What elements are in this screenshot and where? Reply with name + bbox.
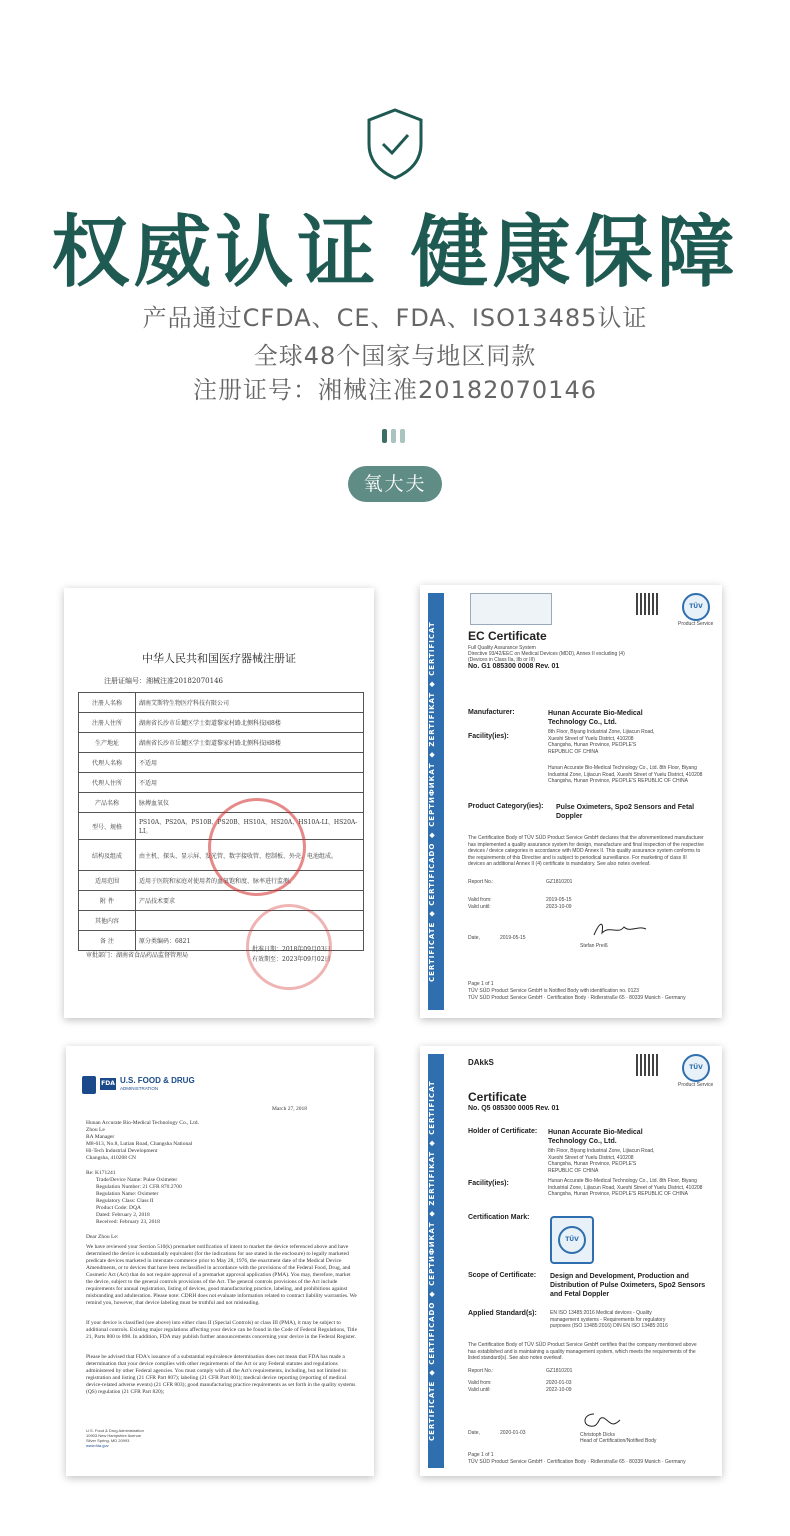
fda-logo: FDA U.S. FOOD & DRUG ADMINISTRATION — [82, 1076, 222, 1094]
accreditation-logo — [470, 593, 552, 625]
cn-cert-valid-date: 有效期至：2023年09月02日 — [252, 956, 331, 963]
cn-cert-table: 注册人名称 湖南艾斯特生物医疗科技有限公司 注册人住所 湖南省长沙市岳麓区学士街道黎家村路北侧科技园8楼 生产地址 湖南省长沙市岳麓区学士街道黎家村路北侧科技园8楼 代理人名称 不适用 代理人住所 不适用 产品名称 脉搏血氧仪 型号、规格 PS10A、PS20A、PS10B、PS20B、HS10A、HS20A、HS10A-LI、HS20A-LI。 结构及组成 由主机、探头、显示屏、发光管、数字接收管、控制板、外壳、电池组成。 适用范围 适用于医院和家庭对使用者的血氧饱和度、脉率进行监测。 附 件 产品技术要求 其他内容 备 注 原分类编码：6821 — [78, 692, 364, 951]
qr-code-icon — [636, 593, 658, 615]
cert-line: 产品通过CFDA、CE、FDA、ISO13485认证 — [142, 304, 648, 332]
dakks-logo: DAkkS — [468, 1058, 494, 1067]
fda-device-details: Trade/Device Name: Pulse Oximeter Regulation Number: 21 CFR 870.2700 Regulation Name: Oximeter Regulatory Class: Class II Product Code: DQA Dated: February 2, 2018 Received: February 23, 2018 — [96, 1177, 182, 1225]
certification-mark-icon: TÜV — [550, 1216, 594, 1264]
iso-cert-title: Certificate — [468, 1090, 527, 1104]
cn-cert-reg-no: 注册证编号：湘械注准20182070146 — [104, 677, 223, 685]
fda-footer: U.S. Food & Drug Administration 10903 New Hampshire Avenue Silver Spring, MD 20993 www.fda.gov — [86, 1428, 144, 1448]
divider-bars — [380, 428, 407, 447]
tuv-logo-icon: TÜV — [682, 593, 710, 621]
shield-check-icon — [365, 108, 425, 180]
red-seal-icon — [208, 798, 306, 896]
ec-cert-number: No. G1 085300 0008 Rev. 01 — [468, 663, 560, 670]
iso-cert-number: No. Q5 085300 0005 Rev. 01 — [468, 1105, 560, 1112]
ec-cert-title: EC Certificate — [468, 629, 547, 643]
ec-certificate: CERTIFICATE ◆ CERTIFICADO ◆ СЕРТИФИКАТ ◆ ZERTIFIKAT ◆ CERTIFICAT TÜV Product Service EC Certificate Full Quality Assurance System Directive 93/42/EEC on Medical Devices (MDD), Annex II excluding (4) (Devices in Class IIa, IIb or III) No. G1 085300 0008 Rev. 01 Manufacturer: Hunan Accurate Bio-Medical Technology Co., Ltd. 8th Floor, Biyang Industrial Zone, Lijiacun Road, Xueshi Street of Yuelu District, 410208 Changsha, Hunan Province, PEOPLE'S REPUBLIC OF CHINA Facility(ies): Hunan Accurate Bio-Medical Technology Co., Ltd. 8th Floor, Biyang Industrial Zone, Lijiacun Road, Xueshi Street of Yuelu District, 410208 Changsha, Hunan Province, PEOPLE'S REPUBLIC OF CHINA Product Category(ies): Pulse Oximeters, Spo2 Sensors and Fetal Doppler The Certification Body of TÜV SÜD Product Service GmbH declares that the aforementioned manufacturer has implemented a quality assurance system for design, manufacture and final inspection of the respective devices / device categories in accordance with MDD Annex II. This quality assurance system conforms to the requirements of this Directive and is subject to periodical surveillance. For marketing of class III devices an additional Annex II (4) certificate is mandatory. See also notes overleaf. Report No.: GZ1810201 Valid from: 2019-05-15 Valid until: 2023-10-09 Date, 2019-05-15 Stefan Preiß Page 1 of 1 TÜV SÜD Product Service GmbH is Notified Body with identification no. 0123 TÜV SÜD Product Service GmbH · Certification Body · Ridlerstraße 65 · 80339 Munich · Germany — [420, 585, 722, 1018]
signature-icon — [590, 919, 650, 939]
certificate-side-band: CERTIFICATE ◆ CERTIFICADO ◆ СЕРТИФИКАТ ◆ ZERTIFIKAT ◆ CERTIFICAT — [428, 1054, 444, 1468]
fda-badge-icon: FDA — [100, 1078, 116, 1090]
china-registration-certificate — [64, 588, 374, 1018]
tuv-logo-icon: TÜV — [682, 1054, 710, 1082]
qr-code-icon — [636, 1054, 658, 1076]
hhs-eagle-icon — [82, 1076, 96, 1094]
cn-cert-title: 中华人民共和国医疗器械注册证 — [142, 652, 296, 665]
red-seal-icon — [246, 904, 332, 990]
cn-cert-approver: 审批部门：湖南省食品药品监督管理局 — [86, 952, 189, 959]
countries-line: 全球48个国家与地区同款 — [253, 342, 537, 370]
fda-address: Hunan Accurate Bio-Medical Technology Co., Ltd. Zhou Le RA Manager M8-613, No.8, Lutian Road, Changsha National Hi-Tech Industrial Development Changsha, 410208 CN — [86, 1120, 199, 1161]
cn-cert-approve-date: 批准日期：2018年09月03日 — [252, 946, 331, 953]
brand-badge: 氧大夫 — [348, 466, 442, 502]
iso13485-certificate: CERTIFICATE ◆ CERTIFICADO ◆ СЕРТИФИКАТ ◆ ZERTIFIKAT ◆ CERTIFICAT DAkkS TÜV Product Service Certificate No. Q5 085300 0005 Rev. 01 Holder of Certificate: Hunan Accurate Bio-Medical Technology Co., Ltd. 8th Floor, Biyang Industrial Zone, Lijiacun Road, Xueshi Street of Yuelu District, 410208 Changsha, Hunan Province, PEOPLE'S REPUBLIC OF CHINA Facility(ies): Hunan Accurate Bio-Medical Technology Co., Ltd. 8th Floor, Biyang Industrial Zone, Lijiacun Road, Xueshi Street of Yuelu District, 410208 Changsha, Hunan Province, PEOPLE'S REPUBLIC OF CHINA Certification Mark: TÜV Scope of Certificate: Design and Development, Production and Distribution of Pulse Oximeters, Spo2 Sensors and Fetal Doppler Applied Standard(s): EN ISO 13485:2016 Medical devices - Quality management systems - Requirements for regulatory purposes (ISO 13485:2016) DIN EN ISO 13485:2016 The Certification Body of TÜV SÜD Product Service GmbH certifies that the company mentioned above has established and is maintaining a quality management system, which meets the requirements of the listed standard(s). See also notes overleaf. Report No.: GZ1810201 Valid from: 2020-01-03 Valid until: 2022-10-09 Date, 2020-01-03 Christoph Dicks Head of Certification/Notified Body Page 1 of 1 TÜV SÜD Product Service GmbH · Certification Body · Ridlerstraße 65 · 80339 Munich · Germany — [420, 1046, 722, 1476]
signature-icon — [580, 1410, 630, 1430]
certificate-side-band: CERTIFICATE ◆ CERTIFICADO ◆ СЕРТИФИКАТ ◆ ZERTIFIKAT ◆ CERTIFICAT — [428, 593, 444, 1010]
headline: 权威认证 健康保障 — [51, 208, 739, 298]
fda-clearance-letter: FDA U.S. FOOD & DRUG ADMINISTRATION March 27, 2018 Hunan Accurate Bio-Medical Technology Co., Ltd. Zhou Le RA Manager M8-613, No.8, Lutian Road, Changsha National Hi-Tech Industrial Development Changsha, 410208 CN Re: K171241 Trade/Device Name: Pulse Oximeter Regulation Number: 21 CFR 870.2700 Regulation Name: Oximeter Regulatory Class: Class II Product Code: DQA Dated: February 2, 2018 Received: February 23, 2018 Dear Zhou Le: We have reviewed your Section 510(k) premarket notification of intent to market the device referenced above and have determined the device is substantially equivalent (for the indications for use stated in the enclosure) to legally marketed predicate devices marketed in interstate commerce prior to May 28, 1976, the enactment date of the Medical Device Amendments, or to devices that have been reclassified in accordance with the provisions of the Federal Food, Drug, and Cosmetic Act (Act) that do not require approval of a premarket approval application (PMA). You may, therefore, market the device, subject to the general controls provisions of the Act. The general controls provisions of the Act include requirements for annual registration, listing of devices, good manufacturing practice, labeling, and prohibitions against misbranding and adulteration. Please note: CDRH does not evaluate information related to contract liability warranties. We remind you, however, that device labeling must be truthful and not misleading. If your device is classified (see above) into either class II (Special Controls) or class III (PMA), it may be subject to additional controls. Existing major regulations affecting your device can be found in the Code of Federal Regulations, Title 21, Parts 800 to 898. In addition, FDA may publish further announcements concerning your device in the Federal Register. Please be advised that FDA's issuance of a substantial equivalence determination does not mean that FDA has made a determination that your device complies with other requirements of the Act or any Federal statutes and regulations administered by other Federal agencies. You must comply with all the Act's requirements, including, but not limited to: registration and listing (21 CFR Part 807); labeling (21 CFR Part 801); medical device reporting (reporting of medical device-related adverse events) (21 CFR 803); good manufacturing practice requirements as set forth in the quality systems (QS) regulation (21 CFR Part 820); U.S. Food & Drug Administration 10903 New Hampshire Avenue Silver Spring, MD 20993 www.fda.gov — [66, 1046, 374, 1476]
reg-number-line: 注册证号：湘械注准20182070146 — [193, 376, 597, 404]
